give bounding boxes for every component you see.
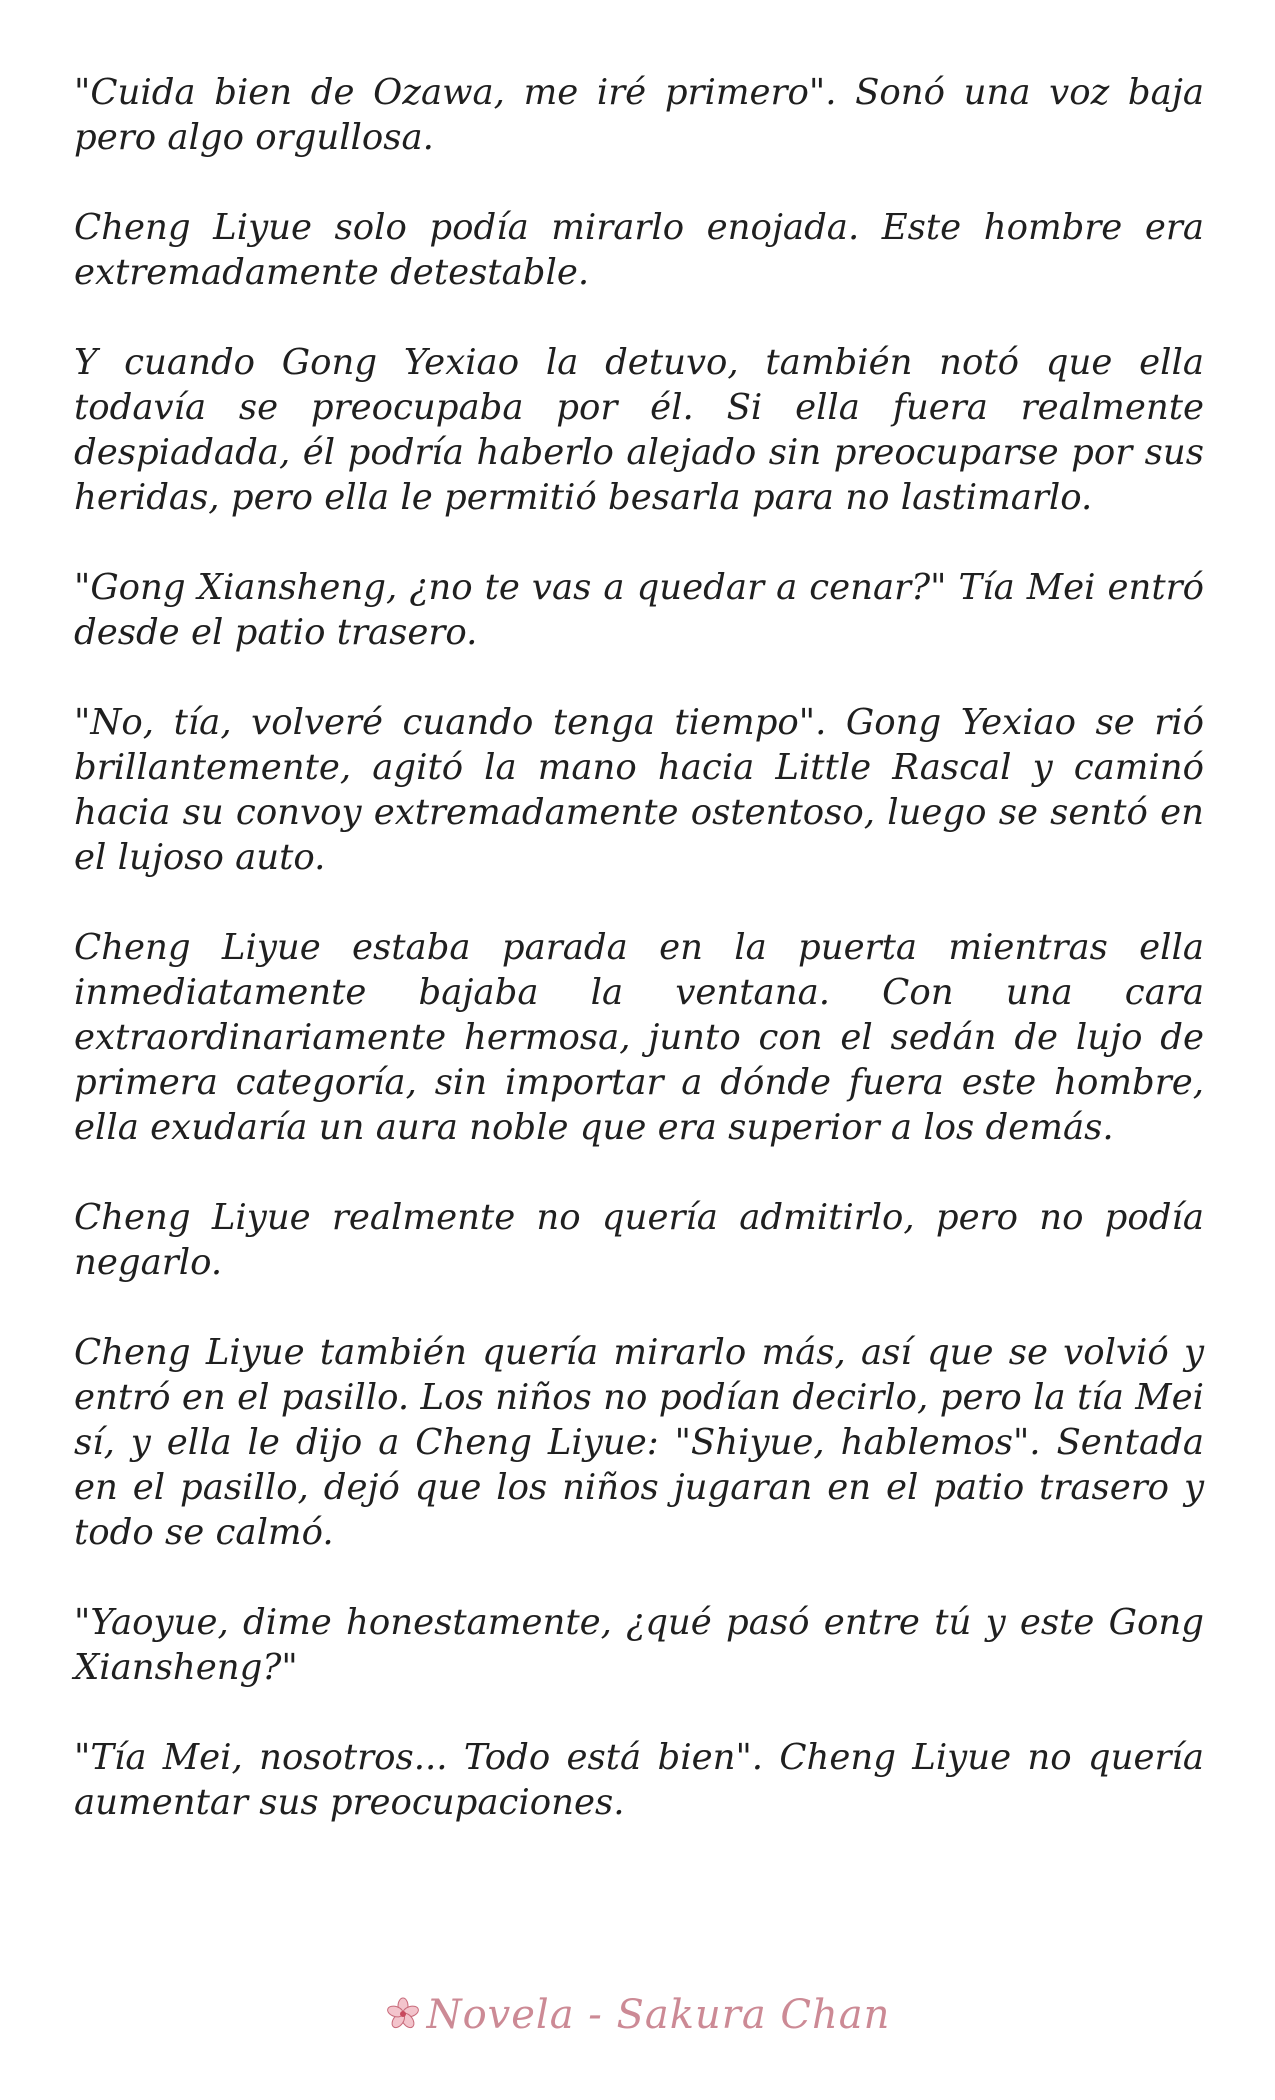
watermark xyxy=(0,1992,1275,2038)
watermark-text: Novela - Sakura Chan xyxy=(426,1992,891,2038)
paragraph-3: Y cuando Gong Yexiao la detuvo, también notó que ella todavía se preocupaba por él. Si ella fuera realmente despiadada, él podría haberlo alejado sin preocuparse por sus heridas, pero ella le permitió besarla para no lastimarlo. xyxy=(74,342,1204,518)
paragraph-6: Cheng Liyue estaba parada en la puerta mientras ella inmediatamente bajaba la ventana. Con una cara extraordinariamente hermosa, junto con el sedán de lujo de primera categoría, sin importar a dónde fuera este hombre, ella exudaría un aura noble que era superior a los demás. xyxy=(74,927,1204,1148)
paragraph-9: "Yaoyue, dime honestamente, ¿qué pasó entre tú y este Gong Xiansheng?" xyxy=(74,1602,1204,1688)
sakura-blossom-icon xyxy=(385,1996,421,2032)
paragraph-10: "Tía Mei, nosotros... Todo está bien". Cheng Liyue no quería aumentar sus preocupaciones. xyxy=(74,1737,1204,1823)
paragraph-7: Cheng Liyue realmente no quería admitirlo, pero no podía negarlo. xyxy=(74,1197,1204,1283)
paragraph-8: Cheng Liyue también quería mirarlo más, así que se volvió y entró en el pasillo. Los niños no podían decirlo, pero la tía Mei sí, y ella le dijo a Cheng Liyue: "Shiyue, hablemos". Sentada en el pasillo, dejó que los niños jugaran en el patio trasero y todo se calmó. xyxy=(74,1332,1204,1553)
paragraph-4: "Gong Xiansheng, ¿no te vas a quedar a cenar?" Tía Mei entró desde el patio trasero. xyxy=(74,567,1204,653)
paragraph-5: "No, tía, volveré cuando tenga tiempo". Gong Yexiao se rió brillantemente, agitó la mano hacia Little Rascal y caminó hacia su convoy extremadamente ostentoso, luego se sentó en el lujoso auto. xyxy=(74,702,1204,878)
paragraph-1: "Cuida bien de Ozawa, me iré primero". Sonó una voz baja pero algo orgullosa. xyxy=(74,72,1204,158)
paragraph-2: Cheng Liyue solo podía mirarlo enojada. Este hombre era extremadamente detestable. xyxy=(74,207,1204,293)
document-body xyxy=(74,70,1204,1870)
